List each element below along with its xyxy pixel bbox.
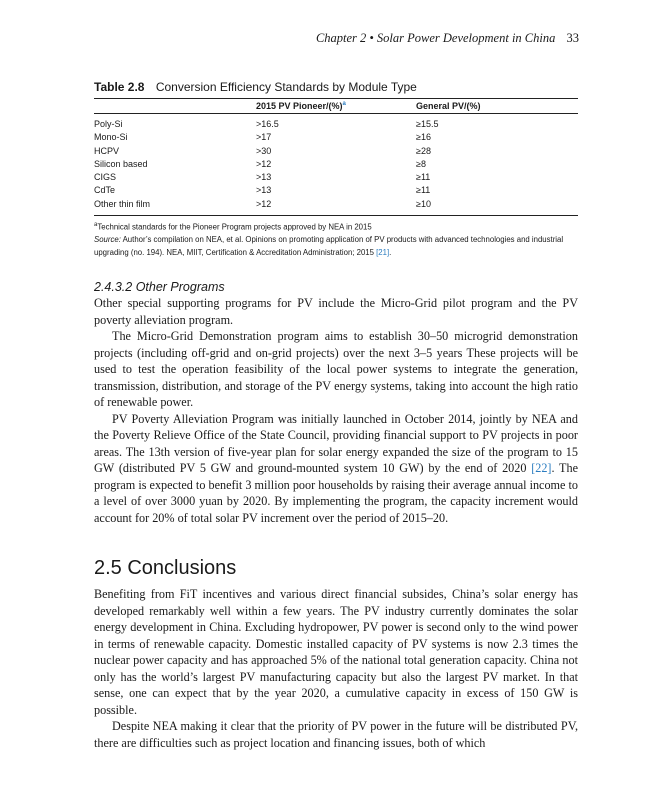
paragraph-text: PV Poverty Alleviation Program was initially launched in October 2014, jointly by NEA and the Poverty Relieve Office of the State Council, providing financial support to PV projects in poor areas. The 13th version of five-year plan for solar energy expanded the size of the program to 15 GW (distributed PV 5 GW and ground-mounted system 10 GW) by the end of 2020 (94, 411, 578, 475)
general-value: ≥11 (416, 185, 431, 196)
pioneer-value: >13 (256, 172, 272, 183)
pioneer-value: >17 (256, 132, 272, 143)
paragraph: Benefiting from FiT incentives and various direct financial subsides, China’s solar energy has developed remarkably well within a few years. The PV industry currently dominates the solar energy development in China. Excluding hydropower, PV power is second only to the wind power in terms of renewable capacity. Domestic installed capacity of PV systems is now 2.3 times the nuclear power capacity and has approached 5% of the national total generation capacity. China not only has the world’s largest PV manufacturing capacity but also the largest PV market. In that sense, one can expect that by the year 2020, a cumulative capacity in excess of 150 GW is possible. (94, 587, 578, 717)
source-text: Author’s compilation on NEA, et al. Opinions on promoting application of PV products with advanced technologies and industrial upgrading (no. 194). NEA, MIIT, Certification & Accreditation Administration; 2015 (94, 235, 564, 257)
paragraph: The Micro-Grid Demonstration program aims to establish 30–50 microgrid demonstration projects (including off-grid and on-grid projects) over the next 3–5 years These projects will be used to test the operation feasibility of the local power systems to integrate the generation, transmission, distribution, and storage of the PV energy systems, taking into account the high ratio of renewable power. (94, 329, 578, 409)
page-number: 33 (566, 31, 579, 45)
header-general: General PV/(%) (416, 101, 481, 111)
table-row (94, 157, 578, 170)
chapter-title: Chapter 2 • Solar Power Development in China (315, 31, 556, 45)
table-row (94, 130, 578, 143)
pioneer-value: >12 (256, 198, 272, 209)
header-pioneer-label: 2015 PV Pioneer/(%) (256, 101, 343, 111)
module-type: CdTe (94, 185, 116, 196)
table-source (94, 234, 578, 259)
paragraph: Other special supporting programs for PV include the Micro-Grid pilot program and the PV poverty alleviation program. (94, 296, 578, 327)
paragraph-text: . The program is expected to benefit 3 million poor households by raising their average annual income to a level of over 3000 yuan by 2020. By implementing the program, the capacity increment would account for 20% of total solar PV increment over the period of 2015–20. (94, 461, 579, 525)
table-row (94, 170, 578, 183)
subsection-heading: 2.4.3.2 Other Programs (94, 280, 225, 294)
paragraph: Despite NEA making it clear that the priority of PV power in the future will be distributed PV, there are difficulties such as project location and financing issues, both of which (94, 719, 578, 750)
general-value: ≥8 (416, 158, 426, 169)
module-type: Silicon based (94, 158, 148, 169)
pioneer-value: >30 (256, 145, 272, 156)
table-row (94, 144, 578, 157)
source-citation-link[interactable]: [21] (376, 247, 390, 257)
footnote-a-mark: a (94, 222, 98, 228)
conclusions-body (94, 586, 578, 751)
source-end: . (389, 247, 392, 257)
footnote-a (94, 219, 578, 234)
table-body (94, 114, 578, 215)
table-title: Conversion Efficiency Standards by Module Type (155, 80, 417, 94)
table-row (94, 183, 578, 196)
table-row (94, 117, 578, 130)
paragraph (94, 411, 578, 527)
pioneer-value: >12 (256, 158, 272, 169)
footnote-a-text: Technical standards for the Pioneer Program projects approved by NEA in 2015 (97, 222, 372, 232)
general-value: ≥28 (416, 145, 431, 156)
running-header (316, 31, 579, 46)
citation-link[interactable]: [22] (531, 461, 552, 475)
module-type: Poly-Si (94, 119, 123, 129)
table-label: Table 2.8 (94, 80, 145, 94)
table-row (94, 197, 578, 210)
module-type: HCPV (94, 145, 120, 156)
section-heading: 2.5 Conclusions (94, 557, 237, 579)
source-label: Source: (94, 235, 121, 245)
header-pioneer (256, 101, 346, 111)
table-header-row (94, 99, 578, 114)
table-notes (94, 219, 578, 259)
pioneer-value: >16.5 (256, 119, 279, 129)
header-footnote-mark: a (342, 101, 346, 107)
module-type: Other thin film (94, 198, 151, 209)
other-programs-body (94, 295, 578, 526)
pioneer-value: >13 (256, 185, 272, 196)
module-type: Mono-Si (94, 132, 128, 143)
table-caption (94, 80, 578, 94)
general-value: ≥16 (416, 132, 431, 143)
general-value: ≥15.5 (416, 119, 439, 129)
efficiency-table (94, 98, 578, 216)
general-value: ≥10 (416, 198, 431, 209)
general-value: ≥11 (416, 172, 431, 183)
module-type: CIGS (94, 172, 117, 183)
